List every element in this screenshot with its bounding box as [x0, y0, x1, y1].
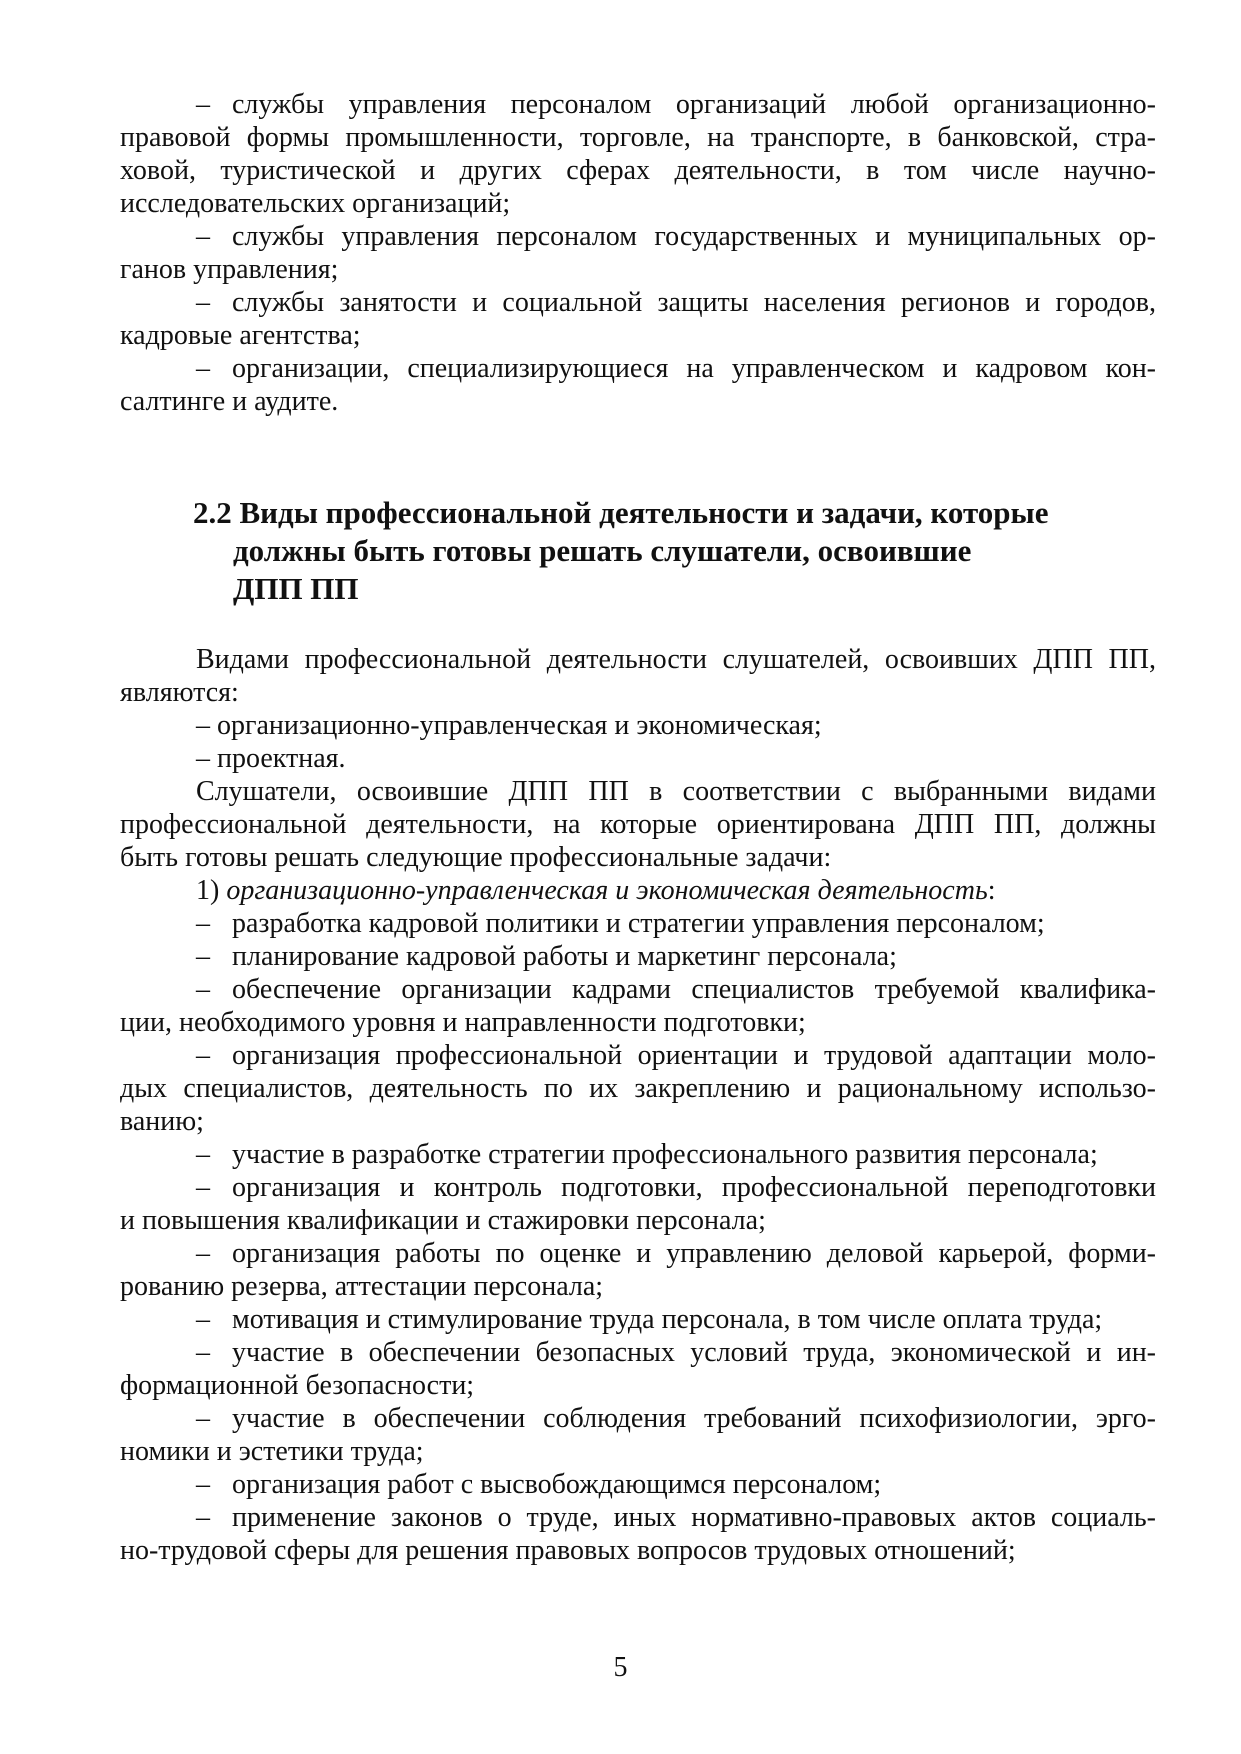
text-line	[120, 1006, 1156, 1039]
dash-bullet: –	[196, 1304, 210, 1335]
line-text: салтинге и аудите.	[120, 386, 339, 417]
paragraph	[120, 709, 1156, 742]
text-line	[120, 940, 1156, 973]
dash-bullet: –	[196, 353, 210, 384]
text-line	[120, 1435, 1156, 1468]
line-text: обеспечение организации кадрами специалистов требуемой квалифика-	[232, 974, 1156, 1005]
text-line	[120, 253, 1156, 286]
dash-bullet: –	[196, 1172, 210, 1203]
text-line	[120, 319, 1156, 352]
line-text: но-трудовой сферы для решения правовых вопросов трудовых отношений;	[120, 1535, 1016, 1566]
text-line	[120, 1468, 1156, 1501]
line-text: организация работ с высвобождающимся персоналом;	[232, 1469, 882, 1500]
text-line	[120, 1402, 1156, 1435]
line-text: и повышения квалификации и стажировки персонала;	[120, 1205, 766, 1236]
dash-bullet: –	[196, 1040, 210, 1071]
punctuation: :	[987, 875, 996, 906]
text-line	[120, 1039, 1156, 1072]
text-line	[120, 1369, 1156, 1402]
paragraph	[120, 1468, 1156, 1501]
paragraph	[120, 1138, 1156, 1171]
text-line	[120, 286, 1156, 319]
text-line	[120, 841, 1156, 874]
text-line	[120, 676, 1156, 709]
line-text: мотивация и стимулирование труда персонала, в том числе оплата труда;	[232, 1304, 1103, 1335]
line-text: ванию;	[120, 1106, 204, 1137]
heading-line: должны быть готовы решать слушатели, освоившие	[233, 533, 972, 568]
text-line	[120, 742, 1156, 775]
line-text: формационной безопасности;	[120, 1370, 475, 1401]
paragraph	[120, 775, 1156, 874]
line-text: правовой формы промышленности, торговле, на транспорте, в банковской, стра-	[120, 122, 1156, 153]
list-number: 1)	[196, 875, 227, 906]
paragraph	[120, 1303, 1156, 1336]
text-line	[120, 121, 1156, 154]
text-line	[120, 1171, 1156, 1204]
dash-bullet: –	[196, 1469, 210, 1500]
line-text: участие в обеспечении безопасных условий труда, экономической и ин-	[232, 1337, 1156, 1368]
dash-bullet: –	[196, 1502, 210, 1533]
paragraph	[120, 973, 1156, 1039]
heading-line: ДПП ПП	[233, 571, 359, 606]
page-number: 5	[613, 1652, 628, 1683]
paragraph	[120, 874, 1156, 907]
paragraph	[120, 1237, 1156, 1303]
line-text: являются:	[120, 677, 239, 708]
line-text: – организационно-управленческая и экономическая;	[196, 710, 822, 741]
paragraph	[120, 940, 1156, 973]
line-text: службы занятости и социальной защиты населения регионов и городов,	[232, 287, 1156, 318]
line-text: участие в разработке стратегии профессионального развития персонала;	[232, 1139, 1098, 1170]
text-line	[120, 154, 1156, 187]
line-text: применение законов о труде, иных нормативно-правовых актов социаль-	[232, 1502, 1156, 1533]
paragraph	[120, 907, 1156, 940]
line-text: участие в обеспечении соблюдения требований психофизиологии, эрго-	[232, 1403, 1156, 1434]
line-text: разработка кадровой политики и стратегии управления персоналом;	[232, 908, 1045, 939]
paragraph	[120, 742, 1156, 775]
text-line	[120, 385, 1156, 418]
dash-bullet: –	[196, 1139, 210, 1170]
italic-heading: организационно-управленческая и экономическая деятельность	[226, 875, 988, 906]
text-line	[120, 973, 1156, 1006]
text-line	[120, 1336, 1156, 1369]
line-text: службы управления персоналом организаций любой организационно-	[232, 89, 1156, 120]
paragraph	[120, 88, 1156, 220]
line-text: ганов управления;	[120, 254, 339, 285]
line-text: службы управления персоналом государственных и муниципальных ор-	[232, 221, 1156, 252]
line-text: кадровые агентства;	[120, 320, 361, 351]
line-text: планирование кадровой работы и маркетинг персонала;	[232, 941, 897, 972]
text-line	[120, 808, 1156, 841]
text-line	[120, 88, 1156, 121]
text-line	[120, 220, 1156, 253]
line-text: организация работы по оценке и управлению деловой карьерой, форми-	[232, 1238, 1156, 1269]
text-line	[120, 1105, 1156, 1138]
line-text: – проектная.	[196, 743, 346, 774]
text-line	[120, 1204, 1156, 1237]
paragraph	[120, 220, 1156, 286]
line-text: исследовательских организаций;	[120, 188, 511, 219]
paragraph	[120, 286, 1156, 352]
line-text: ции, необходимого уровня и направленности подготовки;	[120, 1007, 806, 1038]
line-text: профессиональной деятельности, на которые ориентирована ДПП ПП, должны	[120, 809, 1156, 840]
dash-bullet: –	[196, 89, 210, 120]
text-line	[120, 352, 1156, 385]
text-line	[120, 709, 1156, 742]
text-line	[120, 1501, 1156, 1534]
dash-bullet: –	[196, 1403, 210, 1434]
paragraph	[120, 643, 1156, 709]
line-text: Слушатели, освоившие ДПП ПП в соответствии с выбранными видами	[196, 776, 1156, 807]
dash-bullet: –	[196, 974, 210, 1005]
line-text: организации, специализирующиеся на управленческом и кадровом кон-	[232, 353, 1156, 384]
heading-line: 2.2 Виды профессиональной деятельности и задачи, которые	[193, 495, 1049, 530]
line-text: номики и эстетики труда;	[120, 1436, 424, 1467]
dash-bullet: –	[196, 1337, 210, 1368]
line-text: организация профессиональной ориентации и трудовой адаптации моло-	[232, 1040, 1156, 1071]
body-text-activities	[120, 643, 1156, 1567]
list-block-organizations	[120, 88, 1156, 418]
dash-bullet: –	[196, 221, 210, 252]
paragraph	[120, 1501, 1156, 1567]
text-line	[120, 907, 1156, 940]
dash-bullet: –	[196, 287, 210, 318]
text-line	[120, 1072, 1156, 1105]
line-text: рованию резерва, аттестации персонала;	[120, 1271, 604, 1302]
line-text: организация и контроль подготовки, профессиональной переподготовки	[232, 1172, 1156, 1203]
line-text: дых специалистов, деятельность по их закреплению и рациональному использо-	[120, 1073, 1156, 1104]
dash-bullet: –	[196, 941, 210, 972]
text-line	[120, 187, 1156, 220]
text-line	[120, 1237, 1156, 1270]
section-heading	[193, 494, 1049, 608]
text-line	[120, 1138, 1156, 1171]
paragraph	[120, 1402, 1156, 1468]
paragraph	[120, 1336, 1156, 1402]
line-text: Видами профессиональной деятельности слушателей, освоивших ДПП ПП,	[196, 644, 1156, 675]
text-line	[120, 643, 1156, 676]
paragraph	[120, 1039, 1156, 1138]
dash-bullet: –	[196, 908, 210, 939]
paragraph	[120, 352, 1156, 418]
text-line	[120, 775, 1156, 808]
line-text: ховой, туристической и других сферах деятельности, в том числе научно-	[120, 155, 1156, 186]
text-line	[120, 1270, 1156, 1303]
dash-bullet: –	[196, 1238, 210, 1269]
text-line	[120, 874, 1156, 907]
text-line	[120, 1303, 1156, 1336]
line-text: быть готовы решать следующие профессиональные задачи:	[120, 842, 832, 873]
text-line	[120, 1534, 1156, 1567]
paragraph	[120, 1171, 1156, 1237]
